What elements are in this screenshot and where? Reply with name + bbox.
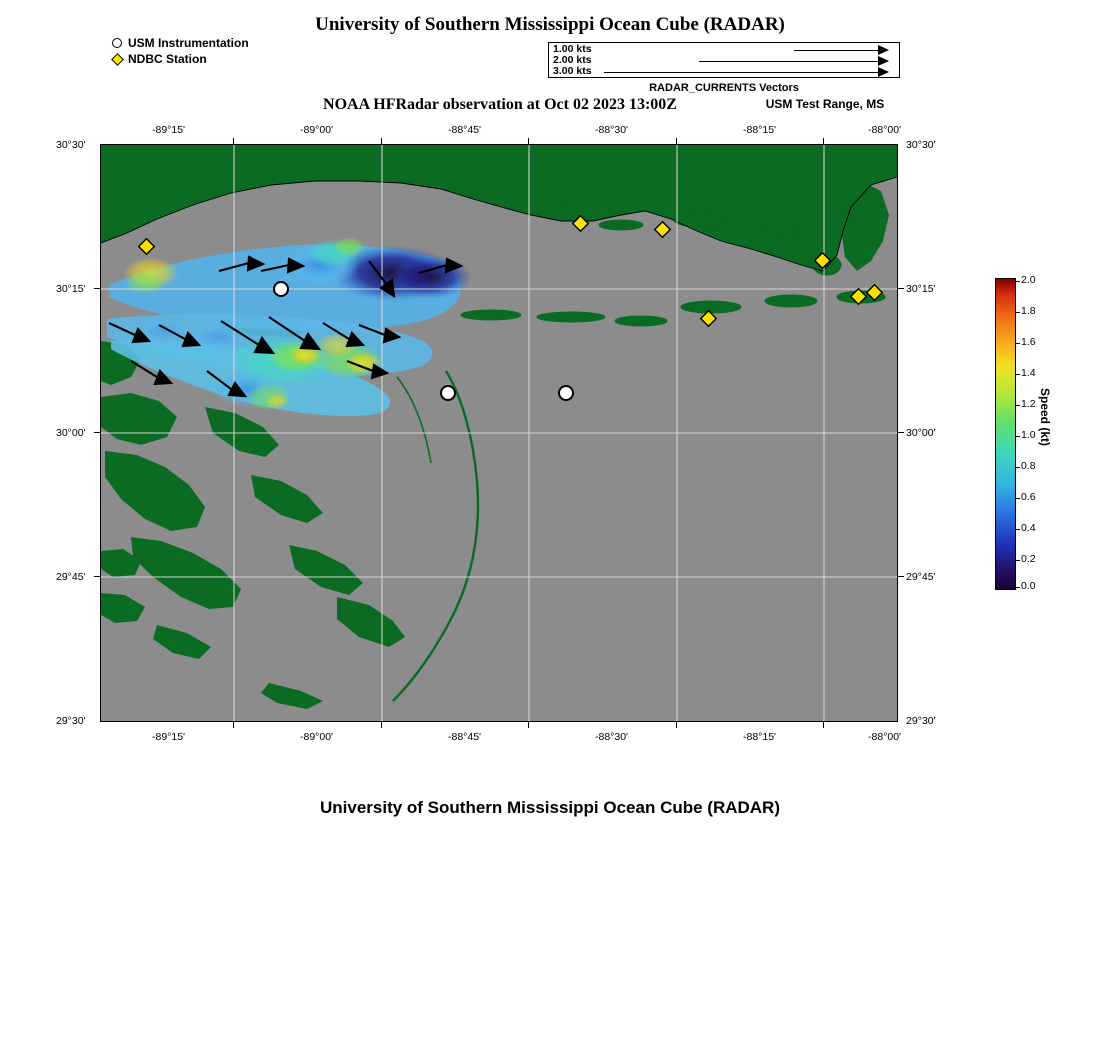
colorbar-tick-7: 0.6 [1021,491,1036,503]
legend-label-ndbc: NDBC Station [128,52,207,66]
tick-mark [898,288,904,289]
vector-key-label-2: 2.00 kts [553,54,592,66]
circle-marker-icon [110,36,128,51]
tick-mark [94,432,100,433]
colorbar-tick-6: 0.8 [1021,460,1036,472]
colorbar-tick-3: 1.4 [1021,367,1036,379]
tick-mark [233,722,234,728]
tick-mark [94,576,100,577]
colorbar-title: Speed (kt) [1038,388,1052,447]
tick-mark [94,288,100,289]
y-tick-left-2: 30°15' [56,283,86,295]
x-tick-top-2: -89°00' [300,124,334,136]
footer-title: University of Southern Mississippi Ocean Cube (RADAR) [319,798,780,817]
page-title: University of Southern Mississippi Ocean Cube (RADAR) [315,14,785,35]
x-tick-bottom-6: -88°00' [868,731,902,743]
tick-mark [823,138,824,144]
map-legend [110,36,249,68]
tick-mark [898,576,904,577]
tick-mark [381,138,382,144]
y-tick-right-5: 29°30' [906,715,936,727]
colorbar-gradient [995,278,1016,590]
legend-item-usm [110,36,249,51]
vector-key-caption: RADAR_CURRENTS Vectors [649,82,799,94]
x-tick-top-1: -89°15' [152,124,186,136]
tick-mark [528,722,529,728]
tick-mark [528,138,529,144]
colorbar-tick-0: 2.0 [1021,274,1036,286]
x-tick-top-4: -88°30' [595,124,629,136]
tick-mark [381,722,382,728]
map-canvas[interactable] [100,144,898,722]
vector-key-label-3: 3.00 kts [553,65,592,77]
legend-label-usm: USM Instrumentation [128,36,249,50]
y-tick-right-1: 30°30' [906,139,936,151]
x-tick-top-6: -88°00' [868,124,902,136]
y-tick-right-3: 30°00' [906,427,936,439]
y-tick-right-4: 29°45' [906,571,936,583]
y-tick-left-1: 30°30' [56,139,86,151]
x-tick-bottom-5: -88°15' [743,731,777,743]
vector-key-row-3 [549,66,901,78]
y-tick-right-2: 30°15' [906,283,936,295]
colorbar-tick-4: 1.2 [1021,398,1036,410]
legend-item-ndbc [110,52,249,67]
map-subtitle: NOAA HFRadar observation at Oct 02 2023 13:00Z [323,96,677,113]
vector-scale-key [548,42,900,78]
tick-mark [233,138,234,144]
diamond-marker-icon [110,52,128,67]
tick-mark [898,432,904,433]
colorbar-tick-8: 0.4 [1021,522,1036,534]
y-tick-left-4: 29°45' [56,571,86,583]
y-tick-left-3: 30°00' [56,427,86,439]
colorbar-tick-2: 1.6 [1021,336,1036,348]
colorbar-tick-10: 0.0 [1021,580,1036,592]
map-graphics [101,145,897,721]
x-tick-bottom-4: -88°30' [595,731,629,743]
x-tick-bottom-2: -89°00' [300,731,334,743]
x-tick-top-3: -88°45' [448,124,482,136]
x-tick-bottom-3: -88°45' [448,731,482,743]
x-tick-bottom-1: -89°15' [152,731,186,743]
tick-mark [676,138,677,144]
vector-key-label-1: 1.00 kts [553,43,592,55]
x-tick-top-5: -88°15' [743,124,777,136]
colorbar-tick-1: 1.8 [1021,305,1036,317]
tick-mark [676,722,677,728]
colorbar-tick-9: 0.2 [1021,553,1036,565]
range-label: USM Test Range, MS [765,97,885,111]
colorbar-tick-5: 1.0 [1021,429,1036,441]
tick-mark [823,722,824,728]
y-tick-left-5: 29°30' [56,715,86,727]
